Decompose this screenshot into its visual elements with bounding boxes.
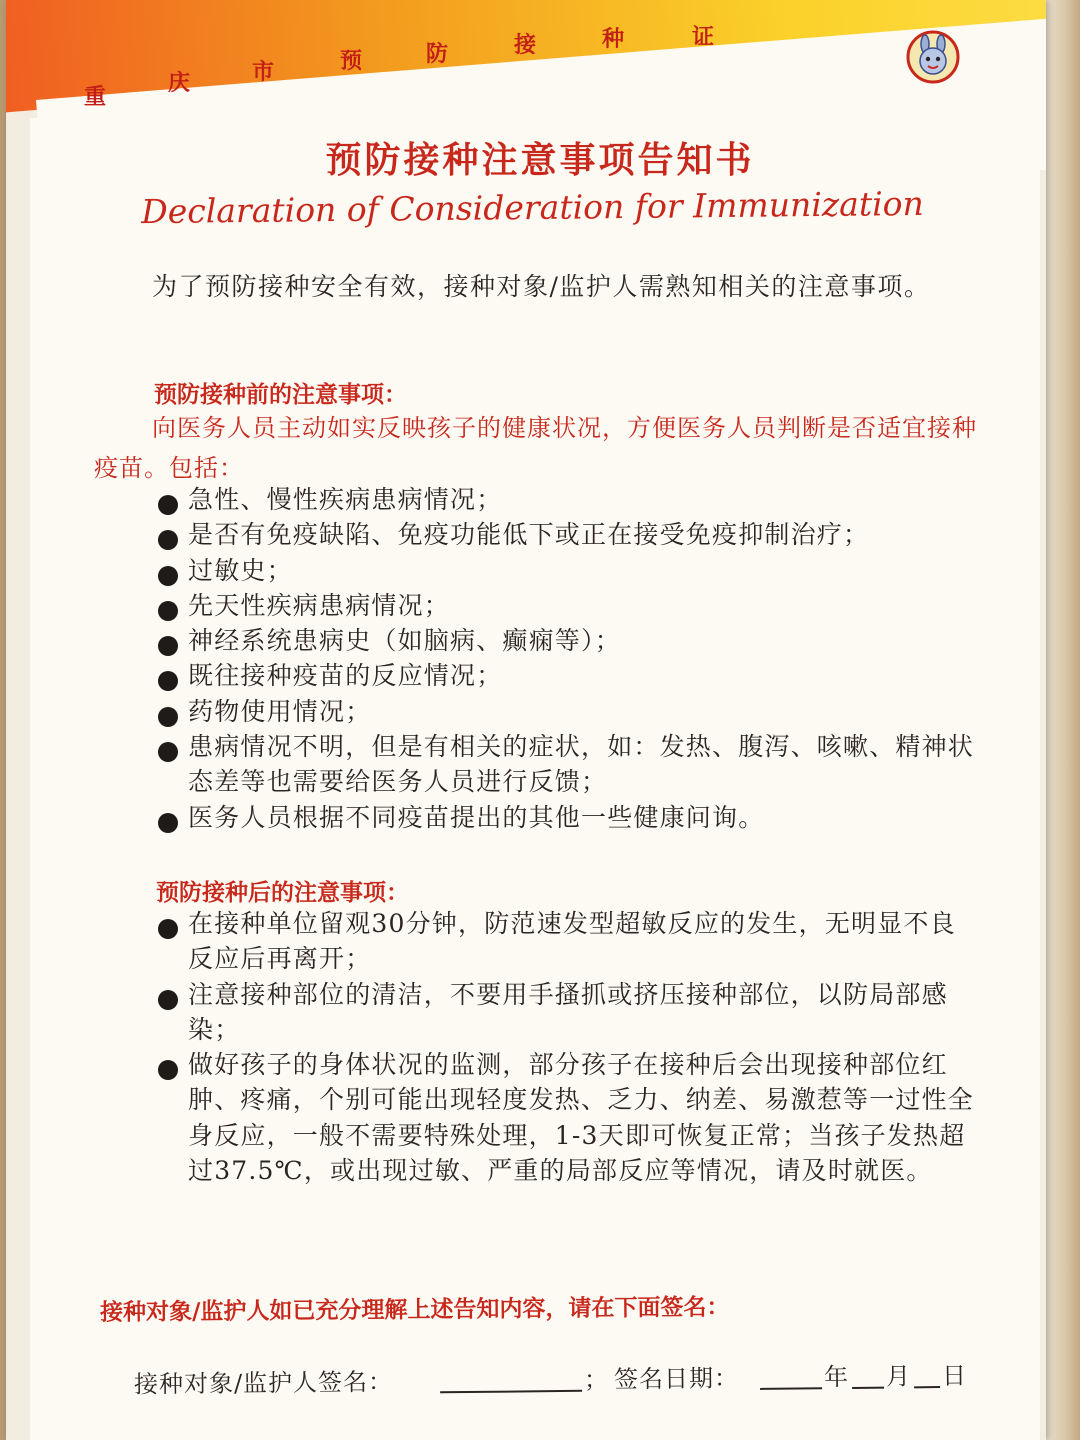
list-item: 药物使用情况； [158, 694, 978, 729]
signer-name-field[interactable] [440, 1390, 582, 1393]
list-item: 先天性疾病患病情况； [158, 588, 978, 623]
section-heading-after: 预防接种后的注意事项： [156, 880, 409, 906]
list-item: 既往接种疫苗的反应情况； [158, 658, 978, 693]
bullet-icon [158, 636, 178, 656]
banner-char: 接 [514, 32, 537, 58]
list-item: 做好孩子的身体状况的监测，部分孩子在接种后会出现接种部位红肿、疼痛，个别可能出现轻度发热、乏力、纳差、易激惹等一过性全身反应，一般不需要特殊处理，1-3天即可恢复正常；当孩子发热超过37.5℃，或出现过敏、严重的局部反应等情况，请及时就医。 [158, 1047, 978, 1188]
banner-char: 预 [340, 48, 363, 74]
month-label: 月 [885, 1362, 912, 1391]
list-item: 神经系统患病史（如脑病、癫痫等）； [158, 623, 978, 658]
bullet-icon [158, 919, 178, 939]
signature-instruction: 接种对象/监护人如已充分理解上述告知内容，请在下面签名： [99, 1294, 730, 1326]
list-item: 在接种单位留观30分钟，防范速发型超敏反应的发生，无明显不良反应后再离开； [158, 906, 978, 977]
bullet-icon [158, 601, 178, 621]
bullet-icon [158, 1060, 178, 1080]
bullet-icon [158, 530, 178, 550]
year-field[interactable] [760, 1387, 822, 1390]
before-lead-paragraph: 向医务人员主动如实反映孩子的健康状况，方便医务人员判断是否适宜接种疫苗。包括： [94, 414, 977, 482]
list-item: 患病情况不明，但是有相关的症状，如：发热、腹泻、咳嗽、精神状态差等也需要给医务人员进行反馈； [158, 729, 978, 800]
bullet-icon [158, 495, 178, 515]
day-field[interactable] [914, 1386, 940, 1388]
page-title: 预防接种注意事项告知书 [325, 140, 755, 181]
section-heading-before: 预防接种前的注意事项： [154, 382, 407, 408]
banner-char: 市 [252, 59, 275, 85]
before-checklist [158, 482, 978, 835]
date-label: 签名日期： [613, 1364, 740, 1394]
list-item: 过敏史； [158, 553, 978, 588]
banner-char: 庆 [168, 70, 191, 96]
list-item: 注意接种部位的清洁，不要用手搔抓或挤压接种部位，以防局部感染； [158, 977, 978, 1048]
bullet-icon [158, 707, 178, 727]
bullet-icon [158, 742, 178, 762]
banner-char: 证 [692, 24, 715, 50]
bullet-icon [158, 813, 178, 833]
list-item: 医务人员根据不同疫苗提出的其他一些健康问询。 [158, 800, 978, 835]
banner-char: 种 [602, 26, 625, 52]
page-subtitle-english: Declaration of Consideration for Immunization [141, 183, 924, 232]
month-field[interactable] [852, 1387, 884, 1389]
after-checklist [158, 906, 978, 1188]
mascot-logo-icon [906, 30, 960, 84]
banner-char: 重 [84, 84, 107, 110]
bullet-icon [158, 990, 178, 1010]
bullet-icon [158, 566, 178, 586]
intro-paragraph: 为了预防接种安全有效，接种对象/监护人需熟知相关的注意事项。 [152, 272, 931, 301]
list-item: 急性、慢性疾病患病情况； [158, 482, 978, 517]
day-label: 日 [941, 1361, 968, 1391]
list-item: 是否有免疫缺陷、免疫功能低下或正在接受免疫抑制治疗； [158, 517, 978, 552]
separator: ； [583, 1365, 610, 1394]
banner-char: 防 [426, 41, 449, 67]
signer-label: 接种对象/监护人签名： [133, 1367, 394, 1399]
year-label: 年 [823, 1363, 850, 1392]
bullet-icon [158, 671, 178, 691]
